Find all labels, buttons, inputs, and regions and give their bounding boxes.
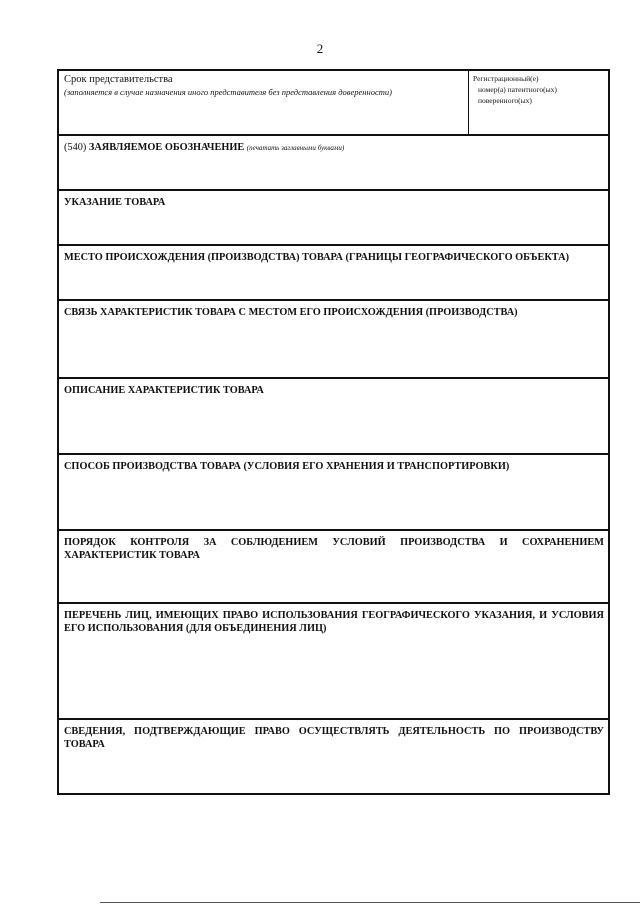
control-procedure-section[interactable] [59, 531, 608, 604]
registration-number-line-1: Регистрационный(е) [473, 74, 539, 83]
claimed-designation-label [59, 136, 608, 155]
activity-proof-label: СВЕДЕНИЯ, ПОДТВЕРЖДАЮЩИЕ ПРАВО ОСУЩЕСТВЛЯТЬ ДЕЯТЕЛЬНОСТЬ ПО ПРОИЗВОДСТВУ ТОВАРА [64, 726, 604, 750]
production-method-label: СПОСОБ ПРОИЗВОДСТВА ТОВАРА (УСЛОВИЯ ЕГО ХРАНЕНИЯ И ТРАНСПОРТИРОВКИ) [64, 461, 510, 472]
claimed-designation-hint: (печатать заглавными буквами) [246, 144, 345, 152]
characteristics-description-label: ОПИСАНИЕ ХАРАКТЕРИСТИК ТОВАРА [64, 385, 264, 396]
characteristics-link-label: СВЯЗЬ ХАРАКТЕРИСТИК ТОВАРА С МЕСТОМ ЕГО ПРОИСХОЖДЕНИЯ (ПРОИЗВОДСТВА) [64, 307, 518, 318]
representation-term-section [59, 71, 608, 136]
claimed-designation-title: ЗАЯВЛЯЕМОЕ ОБОЗНАЧЕНИЕ [88, 142, 245, 153]
representation-term-note: (заполняется в случае назначения иного представителя без представления доверенности) [64, 87, 392, 97]
registration-number-line-3: поверенного(ых) [478, 96, 532, 105]
registration-number-field[interactable] [469, 71, 608, 134]
scan-edge-line [100, 902, 640, 903]
authorized-persons-section[interactable] [59, 604, 608, 720]
origin-place-section[interactable] [59, 246, 608, 301]
goods-indication-label: УКАЗАНИЕ ТОВАРА [64, 197, 166, 208]
page-number: 2 [316, 41, 324, 56]
claimed-designation-section[interactable] [59, 136, 608, 191]
control-procedure-label: ПОРЯДОК КОНТРОЛЯ ЗА СОБЛЮДЕНИЕМ УСЛОВИЙ ПРОИЗВОДСТВА И СОХРАНЕНИЕМ ХАРАКТЕРИСТИК ТОВАРА [64, 537, 604, 561]
application-form [57, 69, 610, 795]
authorized-persons-label: ПЕРЕЧЕНЬ ЛИЦ, ИМЕЮЩИХ ПРАВО ИСПОЛЬЗОВАНИЯ ГЕОГРАФИЧЕСКОГО УКАЗАНИЯ, И УСЛОВИЯ ЕГО ИСПОЛЬЗОВАНИЯ (ДЛЯ ОБЪЕДИНЕНИЯ ЛИЦ) [64, 610, 604, 634]
field-code: (540) [64, 142, 87, 153]
origin-place-label: МЕСТО ПРОИСХОЖДЕНИЯ (ПРОИЗВОДСТВА) ТОВАРА (ГРАНИЦЫ ГЕОГРАФИЧЕСКОГО ОБЪЕКТА) [64, 252, 570, 263]
goods-indication-section[interactable] [59, 191, 608, 246]
production-method-section[interactable] [59, 455, 608, 531]
activity-proof-section[interactable] [59, 720, 608, 795]
representation-term-field[interactable] [59, 71, 469, 134]
representation-term-title: Срок представительства [64, 74, 173, 85]
characteristics-link-section[interactable] [59, 301, 608, 379]
characteristics-description-section[interactable] [59, 379, 608, 455]
registration-number-line-2: номер(а) патентного(ых) [478, 85, 557, 94]
